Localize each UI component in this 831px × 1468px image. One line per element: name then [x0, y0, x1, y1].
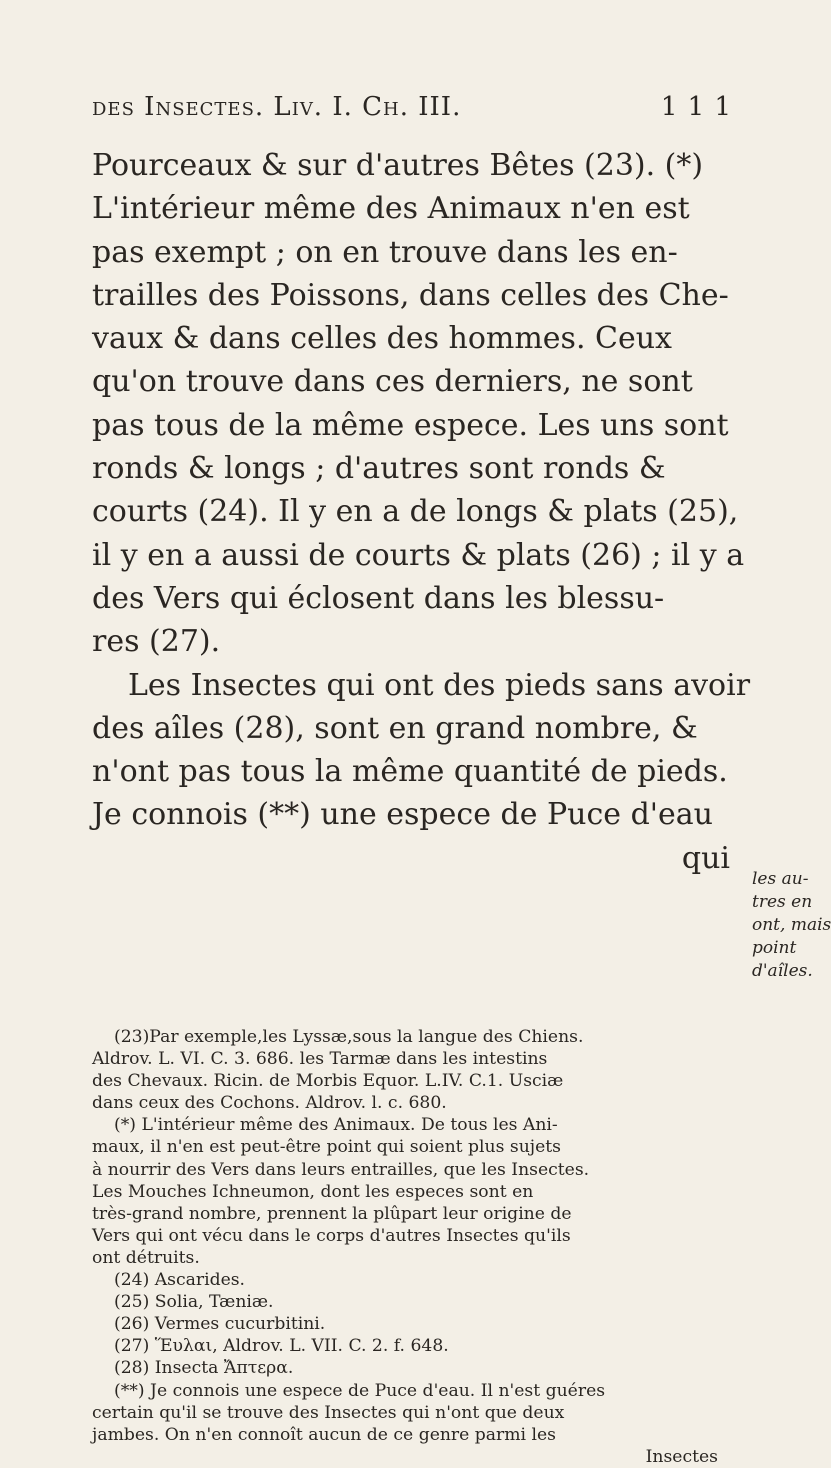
footnote-line: Aldrov. L. VI. C. 3. 686. les Tarmæ dans les intestins [92, 1049, 548, 1070]
footnote-line: (28) Insecta Ἄπτερα. [114, 1358, 294, 1379]
body-line: il y en a aussi de courts & plats (26) ; il y a [92, 537, 745, 573]
footnote-line: dans ceux des Cochons. Aldrov. l. c. 680. [92, 1093, 447, 1114]
marginal-note-line: d'aîles. [752, 961, 813, 981]
footnotes [92, 1026, 738, 1468]
body-line: res (27). [92, 624, 221, 660]
catchword: Insectes [645, 1446, 718, 1467]
footnote-line: ont détruits. [92, 1247, 200, 1268]
body-line: courts (24). Il y en a de longs & plats (25), [92, 494, 739, 530]
marginal-note-line: tres en [752, 892, 813, 912]
footnote-line: à nourrir des Vers dans leurs entrailles, que les Insectes. [92, 1159, 590, 1180]
page-number: 1 1 1 [660, 92, 732, 122]
footnote-line: maux, il n'en est peut-être point qui soient plus sujets [92, 1137, 562, 1158]
footnote-line: (23)Par exemple,les Lyssæ,sous la langue des Chiens. [114, 1027, 584, 1047]
body-line: pas tous de la même espece. Les uns sont [92, 407, 729, 443]
body-line: n'ont pas tous la même quantité de pieds. [92, 754, 728, 790]
body-line: des Vers qui éclosent dans les blessu- [92, 580, 665, 616]
marginal-note-line: ont, mais [752, 915, 831, 935]
footnote-line: (**) Je connois une espece de Puce d'eau. Il n'est guéres [114, 1380, 606, 1401]
footnote-line: (26) Vermes cucurbitini. [114, 1314, 326, 1335]
body-line: pas exempt ; on en trouve dans les en- [92, 234, 678, 270]
footnote-line: certain qu'il se trouve des Insectes qui n'ont que deux [92, 1402, 565, 1423]
body-line: Pourceaux & sur d'autres Bêtes (23). (*) [92, 148, 704, 183]
body-line: trailles des Poissons, dans celles des Che- [92, 277, 729, 313]
body-line: des aîles (28), sont en grand nombre, & [92, 710, 698, 746]
footnote-line: (*) L'intérieur même des Animaux. De tous les Ani- [114, 1115, 558, 1136]
marginal-note-line: point [752, 938, 797, 958]
footnote-line: des Chevaux. Ricin. de Morbis Equor. L.IV. C.1. Usciæ [92, 1071, 564, 1092]
body-line: L'intérieur même des Animaux n'en est [92, 191, 690, 227]
footnote-line: (25) Solia, Tæniæ. [114, 1292, 274, 1313]
marginal-note-line: les au- [752, 869, 809, 889]
marginal-note [752, 868, 831, 983]
body-line: Les Insectes qui ont des pieds sans avoir [128, 667, 751, 703]
running-head-title: des Insectes. Liv. I. Ch. III. [92, 92, 462, 122]
footnote-line: (24) Ascarides. [114, 1270, 246, 1291]
body-line: vaux & dans celles des hommes. Ceux [92, 321, 672, 357]
footnote-line: Vers qui ont vécu dans le corps d'autres Insectes qu'ils [92, 1225, 571, 1246]
body-line: qu'on trouve dans ces derniers, ne sont [92, 364, 693, 400]
body-line: Je connois (**) une espece de Puce d'eau [92, 797, 713, 833]
catchword: qui [681, 840, 730, 876]
footnote-line: (27) Ἕυλαι, Aldrov. L. VII. C. 2. f. 648. [114, 1336, 449, 1357]
footnote-line: très-grand nombre, prennent la plûpart leur origine de [92, 1203, 572, 1224]
footnote-line: jambes. On n'en connoît aucun de ce genre parmi les [92, 1424, 556, 1445]
footnote-line: Les Mouches Ichneumon, dont les especes sont en [92, 1181, 534, 1202]
running-head [92, 92, 732, 122]
body-text [92, 144, 751, 880]
body-line: ronds & longs ; d'autres sont ronds & [92, 451, 666, 487]
